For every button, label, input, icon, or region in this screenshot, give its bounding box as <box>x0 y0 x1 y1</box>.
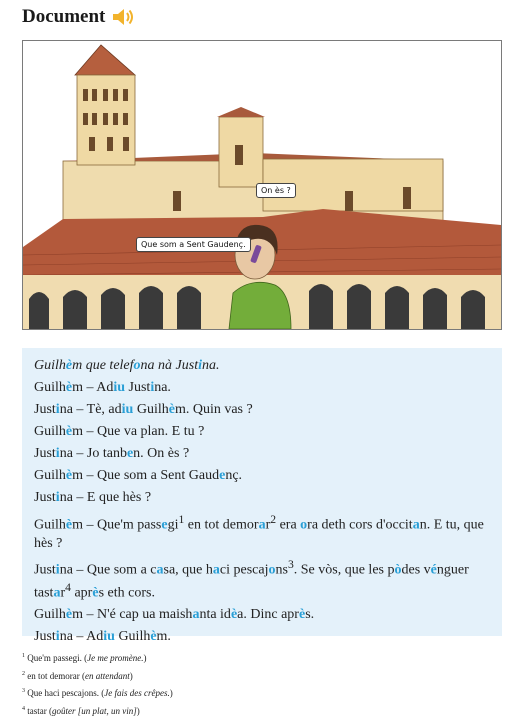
footnote-ref: 3 <box>287 557 294 571</box>
dialogue-line: Guilhèm – Que som a Sent Gaudenç. <box>34 468 243 483</box>
footnote: $^3$ Que haci pescajons. (Je fais des crêpes.) <box>22 688 173 698</box>
footnote-ref: 2 <box>270 513 277 526</box>
document-header <box>22 6 135 28</box>
footnote: $^2$ en tot demorar (en attendant) <box>22 670 133 681</box>
footnote: $^4$ tastar (goûter [un plat, un vin]) <box>22 705 140 716</box>
dialogue-line: Guilhèm – Adiu Justina. <box>34 380 171 395</box>
footnote: $^1$ Que'm passegi. (Je me promène.) <box>22 653 147 663</box>
dialogue-line: Guilhèm – Que'm passegi$^1$ en tot demorar$^2$ era ora deth cors d'occitan. E tu, que hès ? <box>34 513 484 551</box>
dialogue-line: Guilhèm – N'é cap ua maishanta idèa. Dinc après. <box>34 606 315 622</box>
speech-bubble-justina: On ès ? <box>256 183 296 198</box>
footnote-ref: 4 <box>65 581 71 595</box>
footnotes <box>22 649 173 719</box>
page-title: Document <box>22 6 106 27</box>
dialogue-line: Justina – Tè, adiu Guilhèm. Quin vas ? <box>34 402 253 417</box>
footnote-ref: 1 <box>178 513 185 526</box>
speech-bubble-guilhem: Que som a Sent Gaudenç. <box>136 237 251 252</box>
dialogue-intro: Guilhèm que telefona nà Justina. <box>34 358 220 373</box>
dialogue-line: Guilhèm – Que va plan. E tu ? <box>34 424 205 439</box>
dialogue-line: Justina – Adiu Guilhèm. <box>34 628 171 644</box>
dialogue-line: Justina – Que som a casa, que haci pescajons$^3$. Se vòs, que les pòdes vénguer tastar$^4$ après eth cors. <box>34 557 469 601</box>
speaker-icon[interactable] <box>111 6 135 28</box>
dialogue-line: Justina – E que hès ? <box>34 490 152 505</box>
dialogue-line: Justina – Jo tanben. On ès ? <box>34 446 190 461</box>
cloister-illustration <box>22 40 502 330</box>
dialogue-box <box>22 348 502 644</box>
